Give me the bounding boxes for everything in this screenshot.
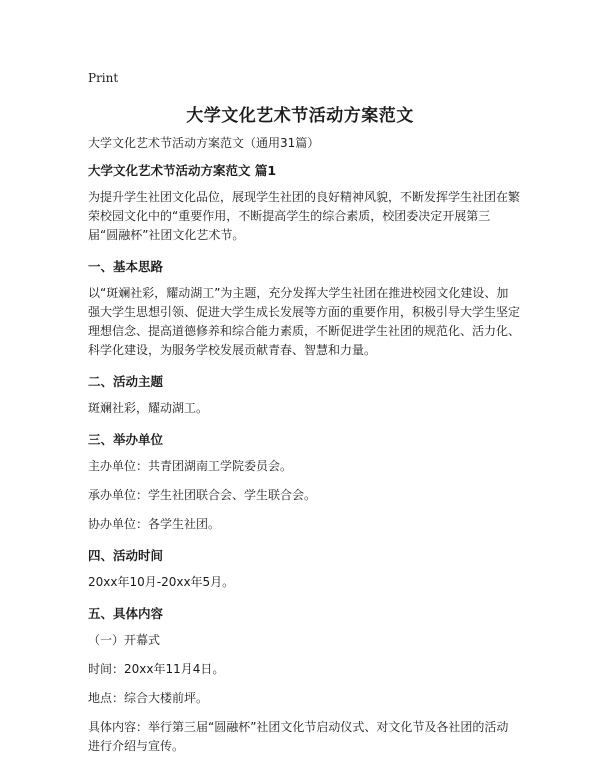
theme-paragraph: 斑斓社彩，耀动湖工。 — [88, 401, 209, 415]
heading-content: 五、具体内容 — [88, 606, 164, 621]
sub-heading-opening: （一）开幕式 — [88, 633, 161, 647]
page-title: 大学文化艺术节活动方案范文 — [186, 106, 414, 126]
opening-place-line: 地点：综合大楼前坪。 — [88, 691, 209, 705]
heading-time: 四、活动时间 — [88, 548, 164, 563]
print-link[interactable]: Print — [88, 71, 119, 85]
heading-organizers: 三、举办单位 — [88, 432, 164, 447]
opening-time-line: 时间：20xx年11月4日。 — [88, 662, 225, 676]
heading-basic-idea: 一、基本思路 — [88, 259, 164, 274]
heading-theme: 二、活动主题 — [88, 374, 164, 389]
intro-paragraph: 为提升学生社团文化品位，展现学生社团的良好精神风貌，不断发挥学生社团在繁荣校园文化中的“重要作用，不断提高学生的综合素质，校团委决定开展第三届“圆融杯”社团文化艺术节。 — [88, 190, 521, 242]
basic-idea-paragraph: 以“斑斓社彩，耀动湖工”为主题，充分发挥大学生社团在推进校园文化建设、加强大学生思想引领、促进大学生成长发展等方面的重要作用，积极引导大学生坚定理想信念、提高道德修养和综合能力素质，不断促进学生社团的规范化、活力化、科学化建设，为服务学校发展贡献青春、智慧和力量。 — [88, 286, 521, 357]
article-subtitle: 大学文化艺术节活动方案范文（通用31篇） — [88, 136, 320, 150]
opening-detail-paragraph: 具体内容：举行第三届“圆融杯”社团文化节启动仪式、对文化节及各社团的活动进行介绍与宣传。 — [88, 720, 509, 753]
article-body — [88, 134, 520, 766]
host-line: 主办单位：共青团湖南工学院委员会。 — [88, 459, 293, 473]
time-range-line: 20xx年10月-20xx年5月。 — [88, 575, 235, 589]
co-organizer-line: 协办单位：各学生社团。 — [88, 517, 221, 531]
organizer-line: 承办单位：学生社团联合会、学生联合会。 — [88, 488, 317, 502]
section-heading: 大学文化艺术节活动方案范文 篇1 — [88, 163, 277, 178]
